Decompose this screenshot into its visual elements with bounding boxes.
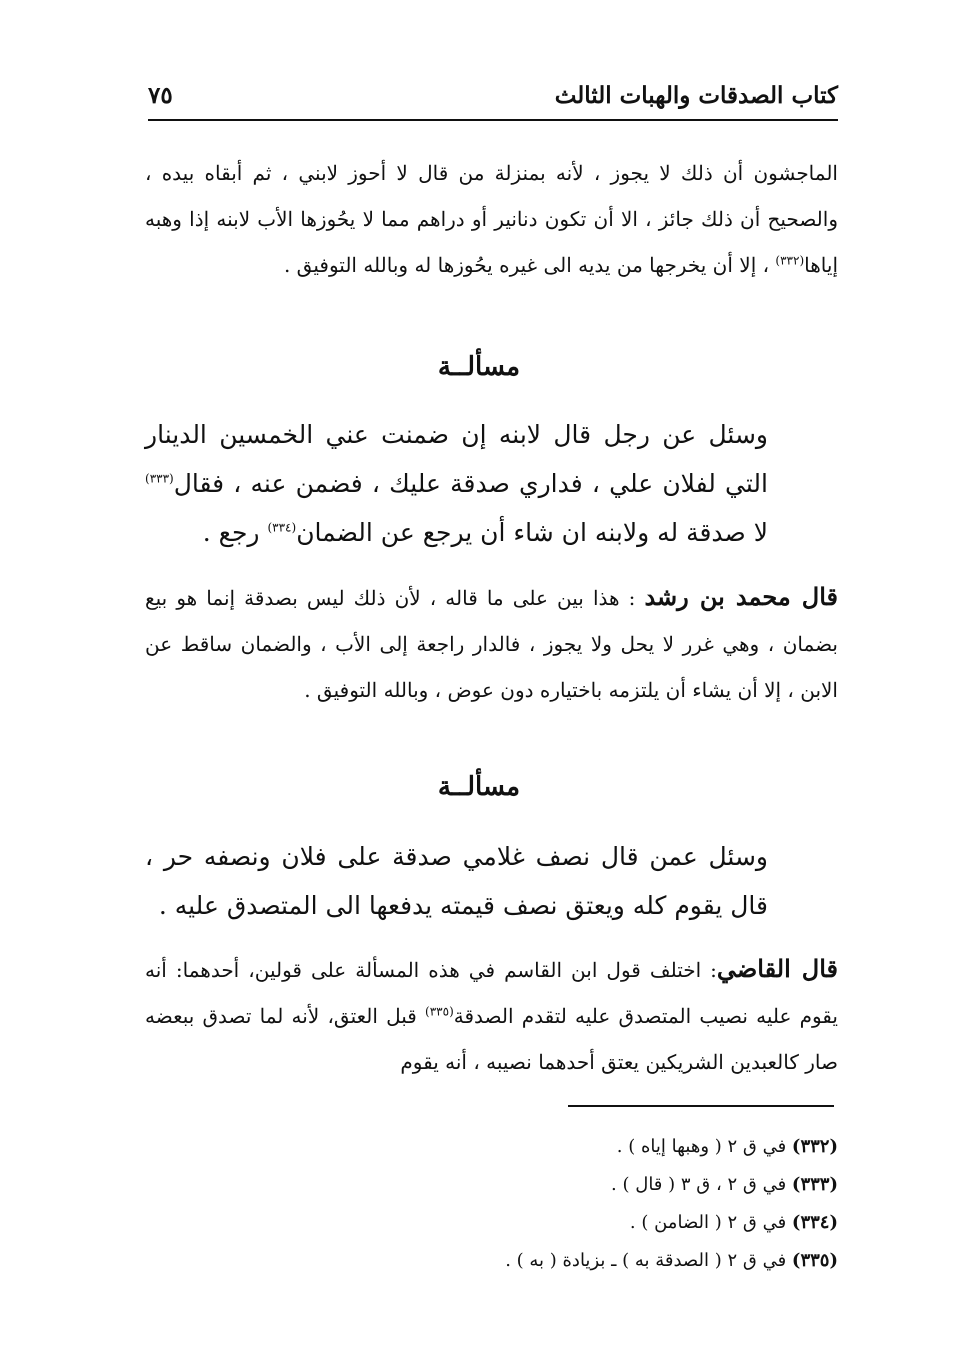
paragraph-5-lead: قال القاضي <box>716 954 838 983</box>
paragraph-5-text-b: قبل العتق، لأنه لما تصدق ببعضه صار كالعبدين الشريكين يعتق أحدهما نصيبه ، أنه يقوم <box>145 1004 838 1074</box>
footnote-text: في ق ٢ ( الضامن ) . <box>629 1212 792 1233</box>
footnote-number: (٣٣٥) <box>791 1250 838 1271</box>
paragraph-3-text: : هذا بين على ما قاله ، لأن ذلك ليس بصدقة إنما هو بيع بضمان ، وهي غرر لا يحل ولا يجوز ، فالدار راجعة إلى الأب ، والضمان ساقط عن الابن ، إلا أن يشاء أن يلتزمه باختياره دون عوض ، وبالله التوفيق . <box>145 586 838 702</box>
paragraph-2-text-a: وسئل عن رجل قال لابنه إن ضمنت عني الخمسين الدينار التي لفلان علي ، فداري صدقة عليك ، فضمن عنه ، فقال <box>145 420 768 498</box>
footnote-item <box>440 1166 838 1204</box>
section-heading-2: مسألــة <box>437 772 521 802</box>
paragraph-1 <box>145 150 838 288</box>
footnote-divider <box>568 1105 834 1107</box>
paragraph-3 <box>145 574 838 713</box>
page-number: ٧٥ <box>148 82 173 109</box>
footnote-text: في ق ٢ ( الصدقة به ) ـ بزيادة ( به ) . <box>505 1250 792 1271</box>
paragraph-2 <box>145 410 838 557</box>
paragraph-5 <box>145 946 838 1085</box>
paragraph-2-text-b: لا صدقة له ولابنه ان شاء أن يرجع عن الضمان <box>296 518 768 547</box>
paragraph-3-lead: قال محمد بن رشد <box>644 582 838 611</box>
paragraph-2-text-c: رجع . <box>202 518 268 547</box>
running-title: كتاب الصدقات والهبات الثالث <box>554 82 838 109</box>
footnote-item <box>440 1128 838 1166</box>
paragraph-5-text-a: : اختلف قول ابن القاسم في هذه المسألة على قولين، أحدهما: أنه يقوم عليه نصيب المتصدق عليه لتقدم الصدقة <box>145 958 838 1028</box>
footnote-number: (٣٣٢) <box>791 1136 838 1157</box>
footnotes <box>440 1128 838 1280</box>
paragraph-4-text: وسئل عمن قال نصف غلامي صدقة على فلان ونصفه حر ، قال يقوم كله ويعتق نصف قيمته يدفعها الى المتصدق عليه . <box>145 842 768 920</box>
footnote-text: في ق ٢ ( وهبها إياه ) . <box>616 1136 792 1157</box>
paragraph-1-text-b: ، إلا أن يخرجها من يديه الى غيره يحُوزها له وبالله التوفيق . <box>283 253 776 277</box>
footnote-number: (٣٣٣) <box>791 1174 838 1195</box>
footnote-ref-333: (٣٣٣) <box>145 471 174 486</box>
footnote-ref-335: (٣٣٥) <box>425 1004 454 1019</box>
footnote-item <box>440 1242 838 1280</box>
footnote-number: (٣٣٤) <box>791 1212 838 1233</box>
paragraph-1-text-a: الماجشون أن ذلك لا يجوز ، لأنه بمنزلة من قال لا أحوز لابني ، ثم أبقاه بيده ، والصحيح أن ذلك جائز ، الا أن تكون دنانير أو دراهم مما لا يحُوزها الأب لابنه إذا وهبه إياها <box>145 161 838 277</box>
footnote-text: في ق ٢ ، ق ٣ ( قال ) . <box>611 1174 792 1195</box>
paragraph-4 <box>145 832 838 930</box>
footnote-item <box>440 1204 838 1242</box>
footnote-ref-332: (٣٣٢) <box>775 253 805 268</box>
page-header <box>148 78 838 118</box>
section-heading-1: مسألــة <box>437 352 521 382</box>
header-divider <box>148 119 838 121</box>
footnote-ref-334: (٣٣٤) <box>267 520 297 535</box>
